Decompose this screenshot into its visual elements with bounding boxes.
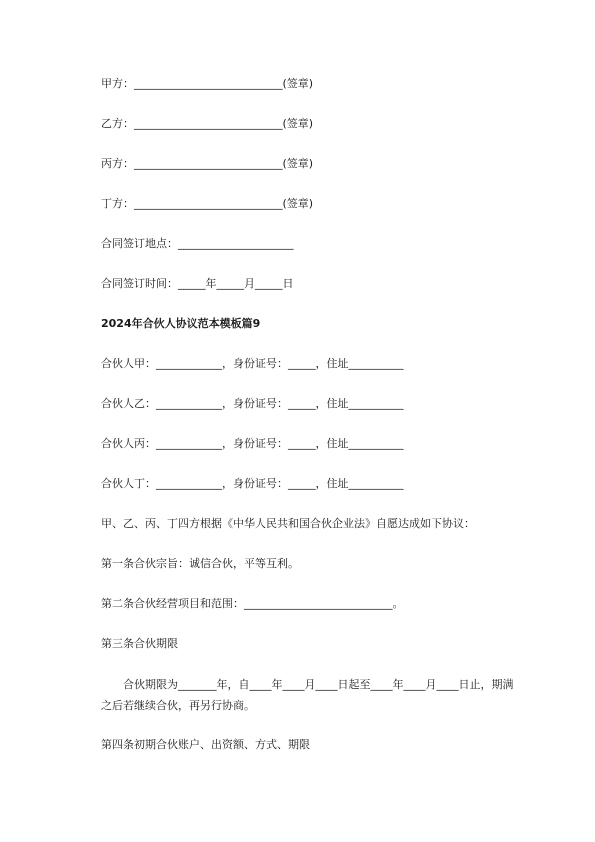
signature-line-b — [101, 116, 313, 132]
article-3-title: 第三条合伙期限 — [101, 637, 178, 650]
signature-suffix: (签章) — [282, 197, 314, 210]
signature-line-d — [101, 196, 313, 212]
signature-line-c — [101, 156, 313, 172]
partner-line-b: 合伙人乙：____________，身份证号：_____，住址__________ — [101, 397, 404, 410]
signing-place: 合同签订地点：_____________________ — [101, 237, 294, 250]
article-3-body: 合伙期限为_______年，自____年____月____日起至____年____月____日止，期满之后若继续合伙，再另行协商。 — [101, 678, 514, 712]
signing-time: 合同签订时间：_____年_____月_____日 — [101, 277, 294, 290]
signature-label: 丙方： — [101, 157, 134, 170]
article-2: 第二条合伙经营项目和范围：___________________________。 — [101, 597, 404, 610]
signature-suffix: (签章) — [282, 77, 314, 90]
signature-blank: ___________________________ — [134, 77, 283, 90]
signature-suffix: (签章) — [282, 117, 314, 130]
signature-suffix: (签章) — [282, 157, 314, 170]
partner-line-c: 合伙人丙：____________，身份证号：_____，住址__________ — [101, 437, 404, 450]
signature-label: 甲方： — [101, 77, 134, 90]
signature-label: 乙方： — [101, 117, 134, 130]
signature-blank: ___________________________ — [134, 117, 283, 130]
partner-line-a: 合伙人甲：____________，身份证号：_____，住址__________ — [101, 357, 404, 370]
signature-line-a — [101, 76, 313, 92]
article-4-title: 第四条初期合伙账户、出资额、方式、期限 — [101, 738, 310, 751]
partner-line-d: 合伙人丁：____________，身份证号：_____，住址__________ — [101, 477, 404, 490]
section-title: 2024年合伙人协议范本模板篇9 — [101, 317, 261, 330]
signature-label: 丁方： — [101, 197, 134, 210]
signature-blank: ___________________________ — [134, 197, 283, 210]
intro-paragraph: 甲、乙、丙、丁四方根据《中华人民共和国合伙企业法》自愿达成如下协议： — [101, 517, 475, 530]
article-1: 第一条合伙宗旨：诚信合伙，平等互利。 — [101, 557, 299, 570]
signature-blank: ___________________________ — [134, 157, 283, 170]
